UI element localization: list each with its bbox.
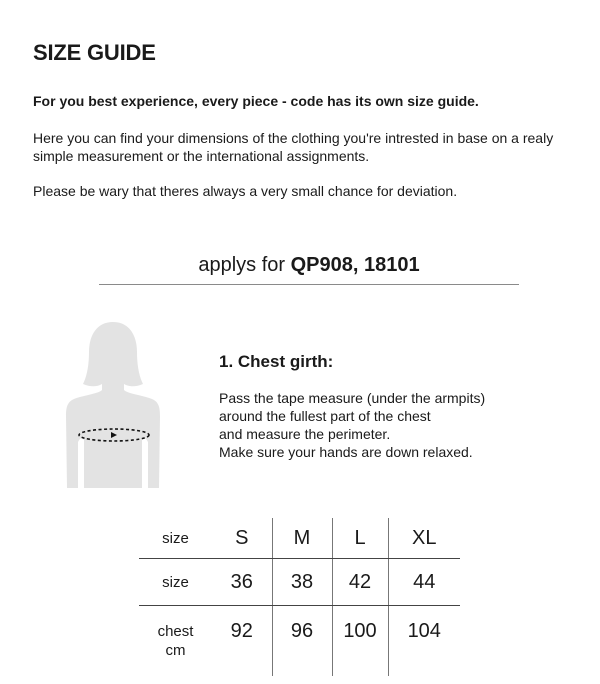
table-cell: 96: [272, 606, 332, 677]
page-title: SIZE GUIDE: [33, 40, 156, 65]
instruction-line: around the fullest part of the chest: [219, 408, 431, 424]
silhouette-shape: [66, 322, 160, 488]
applies-prefix: applys for: [198, 254, 291, 276]
intro-paragraph: Here you can find your dimensions of the clothing you're intrested in base on a realy simple measurement or the international assignments.: [33, 130, 554, 164]
column-header-xl: XL: [388, 518, 460, 559]
row-label-chest-unit: cm: [165, 642, 186, 659]
product-codes: QP908, 18101: [290, 254, 420, 276]
table-cell: 44: [388, 559, 460, 606]
body-silhouette-icon: [64, 320, 162, 488]
table-cell: 38: [272, 559, 332, 606]
instruction-line: and measure the perimeter.: [219, 426, 391, 442]
measurement-title: 1. Chest girth:: [219, 352, 334, 371]
table-row: [139, 606, 460, 677]
column-header-l: L: [332, 518, 388, 559]
row-label-size: size: [139, 559, 212, 606]
lead-text: For you best experience, every piece - code has its own size guide.: [33, 93, 479, 109]
column-header-m: M: [272, 518, 332, 559]
table-cell: 36: [212, 559, 272, 606]
divider: [99, 284, 519, 285]
size-table: [139, 518, 460, 676]
table-row: [139, 559, 460, 606]
deviation-note: Please be wary that theres always a very small chance for deviation.: [33, 183, 458, 199]
table-cell: 92: [212, 606, 272, 677]
table-cell: 42: [332, 559, 388, 606]
instruction-line: Make sure your hands are down relaxed.: [219, 444, 473, 460]
instruction-line: Pass the tape measure (under the armpits): [219, 390, 486, 406]
column-header-s: S: [212, 518, 272, 559]
row-label-chest: [139, 606, 212, 677]
table-header-row: [139, 518, 460, 559]
table-cell: 104: [407, 620, 441, 642]
row-label-chest-line1: chest: [157, 623, 194, 640]
table-cell: 100: [332, 606, 388, 677]
measurement-instructions: [219, 389, 485, 461]
applies-heading: [99, 254, 519, 277]
table-header-label: size: [139, 518, 212, 559]
